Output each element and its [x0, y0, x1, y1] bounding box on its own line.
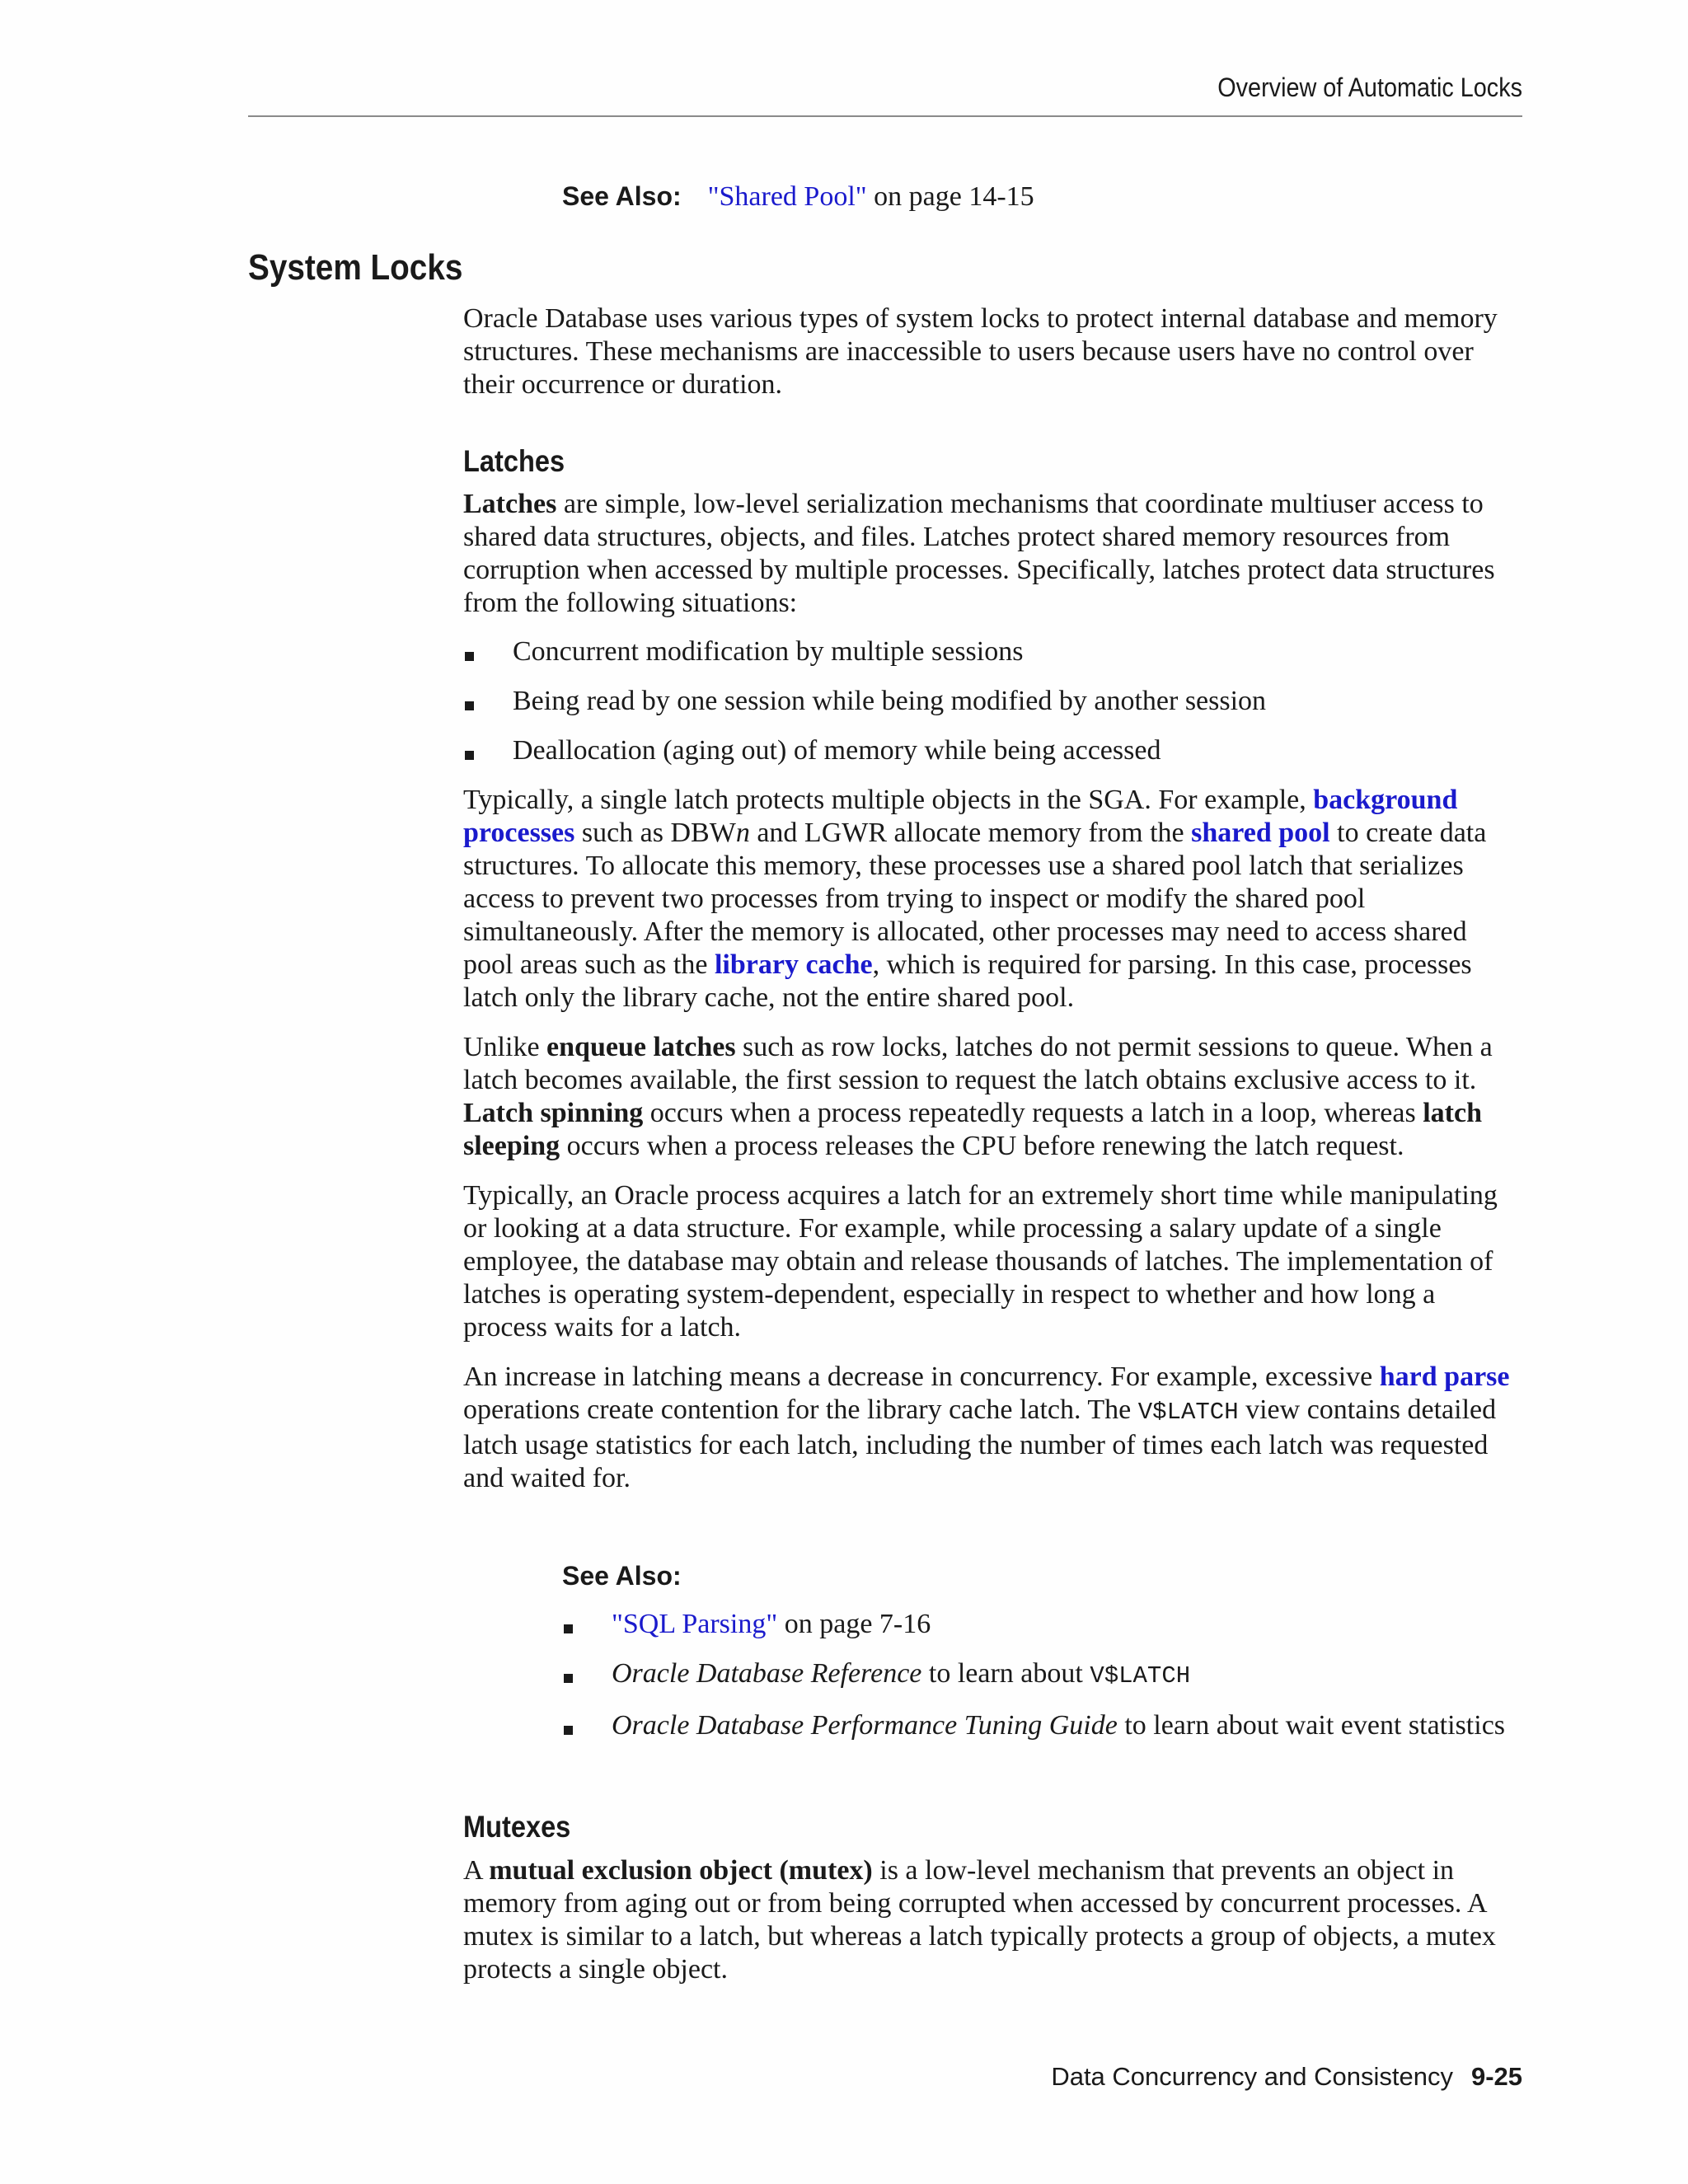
reference-title: Oracle Database Reference [612, 1658, 922, 1689]
list-item [562, 1709, 1522, 1742]
library-cache-link[interactable]: library cache [714, 949, 873, 980]
bullet-icon [564, 1624, 573, 1633]
shared-pool-link[interactable]: "Shared Pool" [707, 181, 867, 212]
section-heading: System Locks [248, 247, 463, 288]
mutex-term: mutual exclusion object (mutex) [489, 1855, 873, 1886]
latches-term: Latches [463, 489, 557, 519]
latches-p1-text: are simple, low-level serialization mechanisms that coordinate multiuser access to shared data structures, objects, and files. Latches protect shared memory resources from corruption when accessed by multiple processes. Specifically, latches protect data structures from the following situations: [463, 489, 1495, 618]
vlatch-code-2: V$LATCH [1090, 1662, 1191, 1690]
sql-parsing-page-ref: on page 7-16 [777, 1609, 931, 1639]
p2-text-5: , which is required for parsing. In this case, processes latch only the library cache, not the entire shared pool. [463, 949, 1472, 1013]
see-also-box [562, 180, 1522, 213]
bullet-icon [564, 1726, 573, 1735]
header-rule [248, 115, 1522, 117]
tuning-guide-text: to learn about wait event statistics [1117, 1710, 1506, 1741]
page-footer [248, 2062, 1522, 2092]
p2-text-4: to create data structures. To allocate this memory, these processes use a shared pool latch that serializes access to prevent two processes from trying to inspect or modify the shared pool simultaneously. After the memory is allocated, other processes may need to access shared pool areas such as the [463, 818, 1487, 980]
bullet-icon [465, 751, 474, 760]
intro-paragraph: Oracle Database uses various types of system locks to protect internal database and memory structures. These mechanisms are inaccessible to users because users have no control over their occurrence or duration. [463, 303, 1498, 400]
mutexes-heading: Mutexes [463, 1810, 571, 1844]
p3-text-1: Unlike [463, 1032, 547, 1062]
bullet-icon [465, 701, 474, 710]
enqueue-latches-term: enqueue latches [546, 1032, 736, 1062]
page-number: 9-25 [1470, 2062, 1522, 2091]
p3-text-3: occurs when a process repeatedly requests a latch in a loop, whereas [643, 1098, 1423, 1128]
mutex-text-2: is a low-level mechanism that prevents an object in memory from aging out or from being corrupted when accessed by concurrent processes. A mutex is similar to a latch, but whereas a latch typically protects a group of objects, a mutex protects a single object. [463, 1855, 1496, 1985]
p2-text-1: Typically, a single latch protects multiple objects in the SGA. For example, [463, 785, 1314, 815]
latches-paragraph-2 [463, 784, 1522, 1015]
p5-text-1: An increase in latching means a decrease in concurrency. For example, excessive [463, 1361, 1380, 1392]
latches-heading: Latches [463, 444, 565, 478]
list-item-text: Being read by one session while being modified by another session [513, 686, 1267, 716]
p2-text-3: and LGWR allocate memory from the [749, 818, 1192, 848]
sql-parsing-link[interactable]: "SQL Parsing" [612, 1609, 778, 1639]
mutexes-body [463, 1854, 1522, 1986]
shared-pool-glossary-link[interactable]: shared pool [1191, 818, 1330, 848]
list-item [463, 635, 1522, 668]
list-item-text: Deallocation (aging out) of memory while being accessed [513, 735, 1161, 766]
see-also-page-ref: on page 14-15 [866, 181, 1034, 212]
p3-text-4: occurs when a process releases the CPU before renewing the latch request. [560, 1131, 1404, 1161]
list-item [463, 734, 1522, 767]
hard-parse-link[interactable]: hard parse [1379, 1361, 1510, 1392]
latch-situations-list [463, 635, 1522, 767]
reference-text: to learn about [921, 1658, 1090, 1689]
p2-italic-n: n [735, 818, 750, 848]
bullet-icon [465, 652, 474, 661]
see-also-label: See Also: [562, 181, 682, 211]
p3-text-2: such as row locks, latches do not permit sessions to queue. When a latch becomes available, the first session to request the latch obtains exclusive access to it. [463, 1032, 1493, 1095]
list-item [562, 1608, 1522, 1641]
background-processes-link[interactable]: background processes [463, 785, 1458, 848]
mutexes-paragraph [463, 1854, 1522, 1986]
see-also-list [562, 1608, 1522, 1742]
section-intro [463, 302, 1522, 401]
bullet-icon [564, 1674, 573, 1683]
latches-body [463, 488, 1522, 1495]
latches-paragraph-3 [463, 1031, 1522, 1163]
mutex-text-1: A [463, 1855, 490, 1886]
p2-text-2: such as DBW [574, 818, 736, 848]
see-also-label-2: See Also: [562, 1561, 682, 1591]
list-item [463, 685, 1522, 718]
list-item-text: Concurrent modification by multiple sessions [513, 636, 1024, 667]
latches-paragraph-4: Typically, an Oracle process acquires a latch for an extremely short time while manipulating or looking at a data structure. For example, while processing a salary update of a single employee, the database may obtain and release thousands of latches. The implementation of latches is operating system-dependent, especially in respect to whether and how long a process waits for a latch. [463, 1180, 1498, 1343]
vlatch-code: V$LATCH [1137, 1399, 1239, 1426]
see-also-box-2 [562, 1559, 1522, 1742]
footer-title: Data Concurrency and Consistency [1051, 2062, 1453, 2091]
latch-sleeping-term: latch sleeping [463, 1098, 1483, 1161]
p5-text-2: operations create contention for the library cache latch. The [463, 1394, 1138, 1425]
p5-text-3: view contains detailed latch usage statistics for each latch, including the number of times each latch was requested and waited for. [463, 1394, 1497, 1493]
latches-paragraph-1 [463, 488, 1522, 620]
latch-spinning-term: Latch spinning [463, 1098, 644, 1128]
latches-paragraph-5 [463, 1361, 1522, 1495]
running-header: Overview of Automatic Locks [1217, 73, 1522, 102]
tuning-guide-title: Oracle Database Performance Tuning Guide [612, 1710, 1118, 1741]
list-item [562, 1657, 1522, 1693]
